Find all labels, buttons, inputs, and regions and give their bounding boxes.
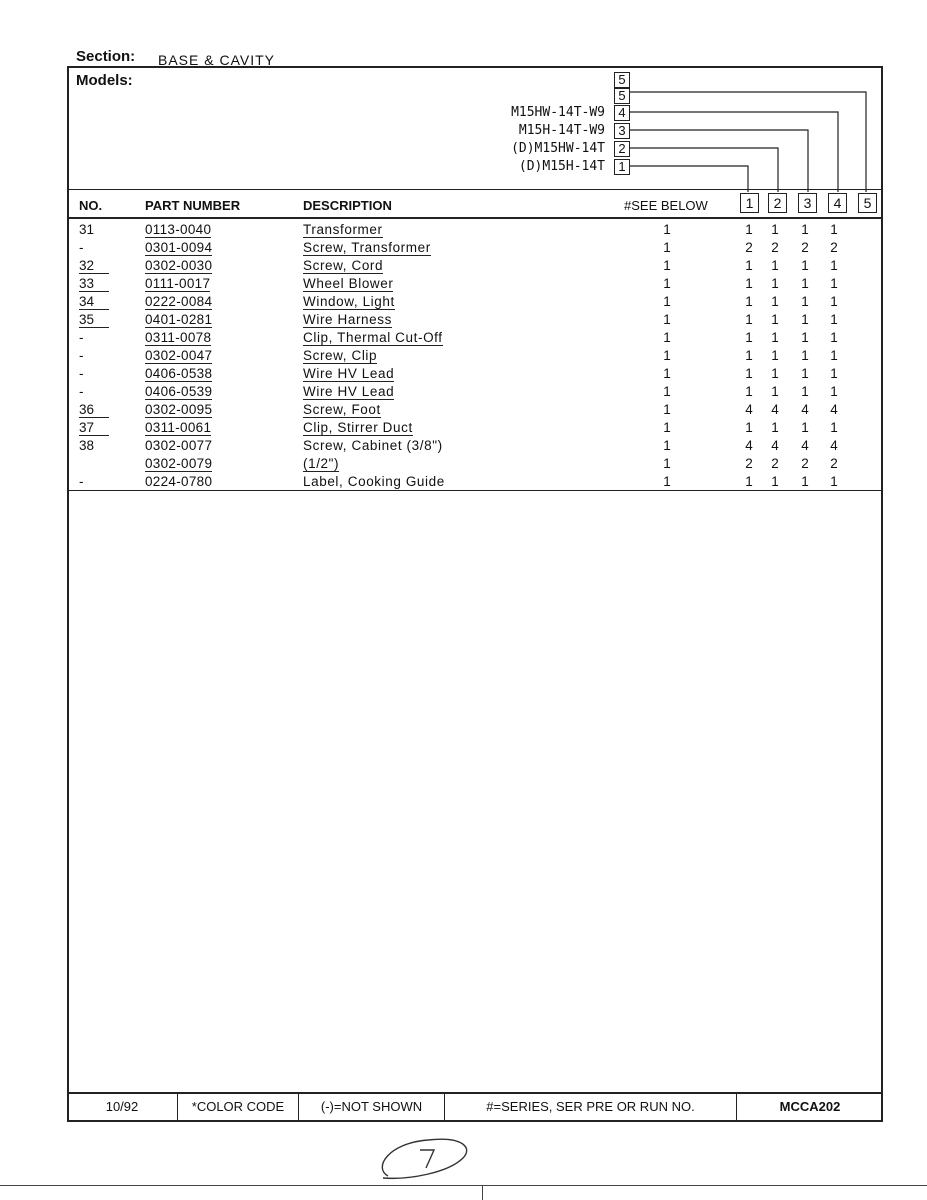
row-qty-1: 2 bbox=[745, 456, 753, 471]
row-qty-2: 1 bbox=[771, 258, 779, 273]
row-qty-4: 1 bbox=[830, 366, 838, 381]
row-no: 38 bbox=[79, 438, 95, 453]
row-description: Wire HV Lead bbox=[303, 366, 395, 381]
table-end-rule bbox=[67, 490, 883, 491]
footer-color-code: *COLOR CODE bbox=[177, 1094, 298, 1120]
row-qty-4: 1 bbox=[830, 348, 838, 363]
row-part-number: 0302-0030 bbox=[145, 258, 213, 273]
row-qty-3: 1 bbox=[801, 420, 809, 435]
row-qty-3: 1 bbox=[801, 366, 809, 381]
row-qty-4: 2 bbox=[830, 240, 838, 255]
row-no: 37 bbox=[79, 420, 109, 436]
row-description: Screw, Transformer bbox=[303, 240, 431, 255]
row-qty-3: 1 bbox=[801, 384, 809, 399]
row-qty-2: 2 bbox=[771, 240, 779, 255]
row-see-below: 1 bbox=[663, 222, 671, 237]
row-part-number: 0302-0079 bbox=[145, 456, 213, 471]
table-row bbox=[67, 384, 883, 402]
row-see-below: 1 bbox=[663, 330, 671, 345]
row-no: - bbox=[79, 330, 84, 345]
header-model-3: 3 bbox=[798, 193, 817, 213]
row-qty-2: 1 bbox=[771, 474, 779, 489]
row-see-below: 1 bbox=[663, 474, 671, 489]
header-model-1: 1 bbox=[740, 193, 759, 213]
row-qty-1: 1 bbox=[745, 348, 753, 363]
row-qty-4: 4 bbox=[830, 402, 838, 417]
row-qty-4: 1 bbox=[830, 294, 838, 309]
row-qty-2: 1 bbox=[771, 348, 779, 363]
row-qty-4: 1 bbox=[830, 420, 838, 435]
model-connector-lines bbox=[628, 70, 888, 200]
row-qty-3: 1 bbox=[801, 258, 809, 273]
row-see-below: 1 bbox=[663, 294, 671, 309]
row-no: 31 bbox=[79, 222, 95, 237]
row-description: Wheel Blower bbox=[303, 276, 394, 291]
row-see-below: 1 bbox=[663, 420, 671, 435]
row-qty-4: 1 bbox=[830, 312, 838, 327]
model-index-box: 5 bbox=[614, 88, 630, 104]
row-part-number: 0302-0095 bbox=[145, 402, 213, 417]
table-row bbox=[67, 240, 883, 258]
row-description: Wire Harness bbox=[303, 312, 392, 327]
row-qty-3: 1 bbox=[801, 348, 809, 363]
row-qty-1: 1 bbox=[745, 384, 753, 399]
row-qty-3: 2 bbox=[801, 240, 809, 255]
model-name: (D)M15H-14T bbox=[518, 159, 605, 174]
row-qty-3: 4 bbox=[801, 438, 809, 453]
header-part-number: PART NUMBER bbox=[145, 198, 241, 213]
row-part-number: 0406-0539 bbox=[145, 384, 213, 399]
row-qty-1: 1 bbox=[745, 312, 753, 327]
row-see-below: 1 bbox=[663, 240, 671, 255]
models-label: Models: bbox=[76, 72, 133, 89]
header-model-2: 2 bbox=[768, 193, 787, 213]
row-part-number: 0302-0077 bbox=[145, 438, 213, 453]
row-no: - bbox=[79, 348, 84, 363]
section-label: Section: bbox=[76, 48, 136, 65]
row-qty-1: 1 bbox=[745, 330, 753, 345]
row-qty-1: 2 bbox=[745, 240, 753, 255]
row-description: Screw, Cord bbox=[303, 258, 384, 273]
row-description: Wire HV Lead bbox=[303, 384, 395, 399]
row-part-number: 0406-0538 bbox=[145, 366, 213, 381]
row-see-below: 1 bbox=[663, 384, 671, 399]
page-bottom-rule bbox=[0, 1185, 927, 1186]
row-see-below: 1 bbox=[663, 312, 671, 327]
row-no: 36 bbox=[79, 402, 109, 418]
model-index-box: 3 bbox=[614, 123, 630, 139]
row-qty-2: 1 bbox=[771, 384, 779, 399]
row-qty-2: 2 bbox=[771, 456, 779, 471]
header-model-4: 4 bbox=[828, 193, 847, 213]
table-row bbox=[67, 222, 883, 240]
table-row bbox=[67, 312, 883, 330]
row-qty-1: 4 bbox=[745, 438, 753, 453]
row-qty-4: 1 bbox=[830, 222, 838, 237]
row-see-below: 1 bbox=[663, 348, 671, 363]
row-description: (1/2") bbox=[303, 456, 340, 471]
footer-series: #=SERIES, SER PRE OR RUN NO. bbox=[444, 1094, 736, 1120]
row-qty-1: 1 bbox=[745, 366, 753, 381]
row-part-number: 0302-0047 bbox=[145, 348, 213, 363]
model-index-box: 2 bbox=[614, 141, 630, 157]
row-description: Screw, Foot bbox=[303, 402, 381, 417]
row-qty-3: 4 bbox=[801, 402, 809, 417]
row-qty-3: 1 bbox=[801, 276, 809, 291]
row-description: Screw, Clip bbox=[303, 348, 378, 363]
row-see-below: 1 bbox=[663, 276, 671, 291]
row-description: Clip, Thermal Cut-Off bbox=[303, 330, 443, 345]
table-row bbox=[67, 438, 883, 456]
row-qty-4: 4 bbox=[830, 438, 838, 453]
row-no: 33 bbox=[79, 276, 109, 292]
row-qty-4: 1 bbox=[830, 384, 838, 399]
model-index-box: 5 bbox=[614, 72, 630, 88]
row-part-number: 0401-0281 bbox=[145, 312, 213, 327]
header-separator bbox=[67, 189, 883, 190]
table-row bbox=[67, 456, 883, 474]
row-qty-4: 1 bbox=[830, 474, 838, 489]
row-qty-1: 1 bbox=[745, 276, 753, 291]
model-name: M15H-14T-W9 bbox=[518, 123, 605, 138]
row-see-below: 1 bbox=[663, 456, 671, 471]
header-model-5: 5 bbox=[858, 193, 877, 213]
model-index-box: 4 bbox=[614, 105, 630, 121]
header-see-below: #SEE BELOW bbox=[624, 198, 708, 213]
model-name: M15HW-14T-W9 bbox=[511, 105, 605, 120]
row-qty-1: 1 bbox=[745, 294, 753, 309]
row-qty-3: 1 bbox=[801, 330, 809, 345]
row-qty-3: 1 bbox=[801, 294, 809, 309]
row-see-below: 1 bbox=[663, 438, 671, 453]
row-qty-4: 1 bbox=[830, 258, 838, 273]
row-qty-2: 1 bbox=[771, 294, 779, 309]
section-value: BASE & CAVITY bbox=[158, 52, 275, 68]
row-see-below: 1 bbox=[663, 258, 671, 273]
row-qty-3: 1 bbox=[801, 474, 809, 489]
row-qty-2: 1 bbox=[771, 312, 779, 327]
page-bottom-tick bbox=[482, 1186, 483, 1200]
row-qty-2: 4 bbox=[771, 438, 779, 453]
row-qty-1: 4 bbox=[745, 402, 753, 417]
row-qty-4: 1 bbox=[830, 276, 838, 291]
row-no: - bbox=[79, 366, 84, 381]
row-part-number: 0222-0084 bbox=[145, 294, 213, 309]
row-part-number: 0113-0040 bbox=[145, 222, 212, 237]
row-qty-3: 2 bbox=[801, 456, 809, 471]
footer-date: 10/92 bbox=[105, 1099, 139, 1114]
row-qty-1: 1 bbox=[745, 258, 753, 273]
header-no: NO. bbox=[79, 198, 103, 213]
row-part-number: 0224-0780 bbox=[145, 474, 213, 489]
handwritten-mark bbox=[368, 1128, 478, 1188]
table-row bbox=[67, 420, 883, 438]
row-qty-3: 1 bbox=[801, 222, 809, 237]
row-see-below: 1 bbox=[663, 402, 671, 417]
row-qty-2: 1 bbox=[771, 330, 779, 345]
model-index-box: 1 bbox=[614, 159, 630, 175]
row-qty-2: 4 bbox=[771, 402, 779, 417]
row-no: 34 bbox=[79, 294, 109, 310]
row-no: - bbox=[79, 240, 84, 255]
row-part-number: 0301-0094 bbox=[145, 240, 213, 255]
table-row bbox=[67, 366, 883, 384]
header-description: DESCRIPTION bbox=[303, 198, 392, 213]
row-description: Label, Cooking Guide bbox=[303, 474, 445, 489]
footer-not-shown: (-)=NOT SHOWN bbox=[298, 1094, 444, 1120]
row-description: Window, Light bbox=[303, 294, 395, 309]
row-no: - bbox=[79, 474, 84, 489]
table-row bbox=[67, 294, 883, 312]
row-qty-2: 1 bbox=[771, 222, 779, 237]
row-qty-2: 1 bbox=[771, 276, 779, 291]
row-part-number: 0111-0017 bbox=[145, 276, 211, 291]
row-qty-1: 1 bbox=[745, 474, 753, 489]
row-qty-1: 1 bbox=[745, 222, 753, 237]
row-no: - bbox=[79, 384, 84, 399]
table-row bbox=[67, 348, 883, 366]
row-qty-3: 1 bbox=[801, 312, 809, 327]
model-name: (D)M15HW-14T bbox=[511, 141, 605, 156]
row-description: Transformer bbox=[303, 222, 383, 237]
row-description: Clip, Stirrer Duct bbox=[303, 420, 413, 435]
footer-doc-code: MCCA202 bbox=[736, 1094, 883, 1120]
row-qty-4: 1 bbox=[830, 330, 838, 345]
row-description: Screw, Cabinet (3/8") bbox=[303, 438, 443, 453]
row-qty-1: 1 bbox=[745, 420, 753, 435]
row-qty-2: 1 bbox=[771, 420, 779, 435]
row-part-number: 0311-0078 bbox=[145, 330, 212, 345]
table-row bbox=[67, 276, 883, 294]
table-row bbox=[67, 402, 883, 420]
table-row bbox=[67, 258, 883, 276]
table-row bbox=[67, 330, 883, 348]
row-qty-2: 1 bbox=[771, 366, 779, 381]
row-see-below: 1 bbox=[663, 366, 671, 381]
header-bottom-rule bbox=[67, 217, 883, 219]
row-no: 32 bbox=[79, 258, 109, 274]
row-no: 35 bbox=[79, 312, 109, 328]
row-qty-4: 2 bbox=[830, 456, 838, 471]
row-part-number: 0311-0061 bbox=[145, 420, 212, 435]
